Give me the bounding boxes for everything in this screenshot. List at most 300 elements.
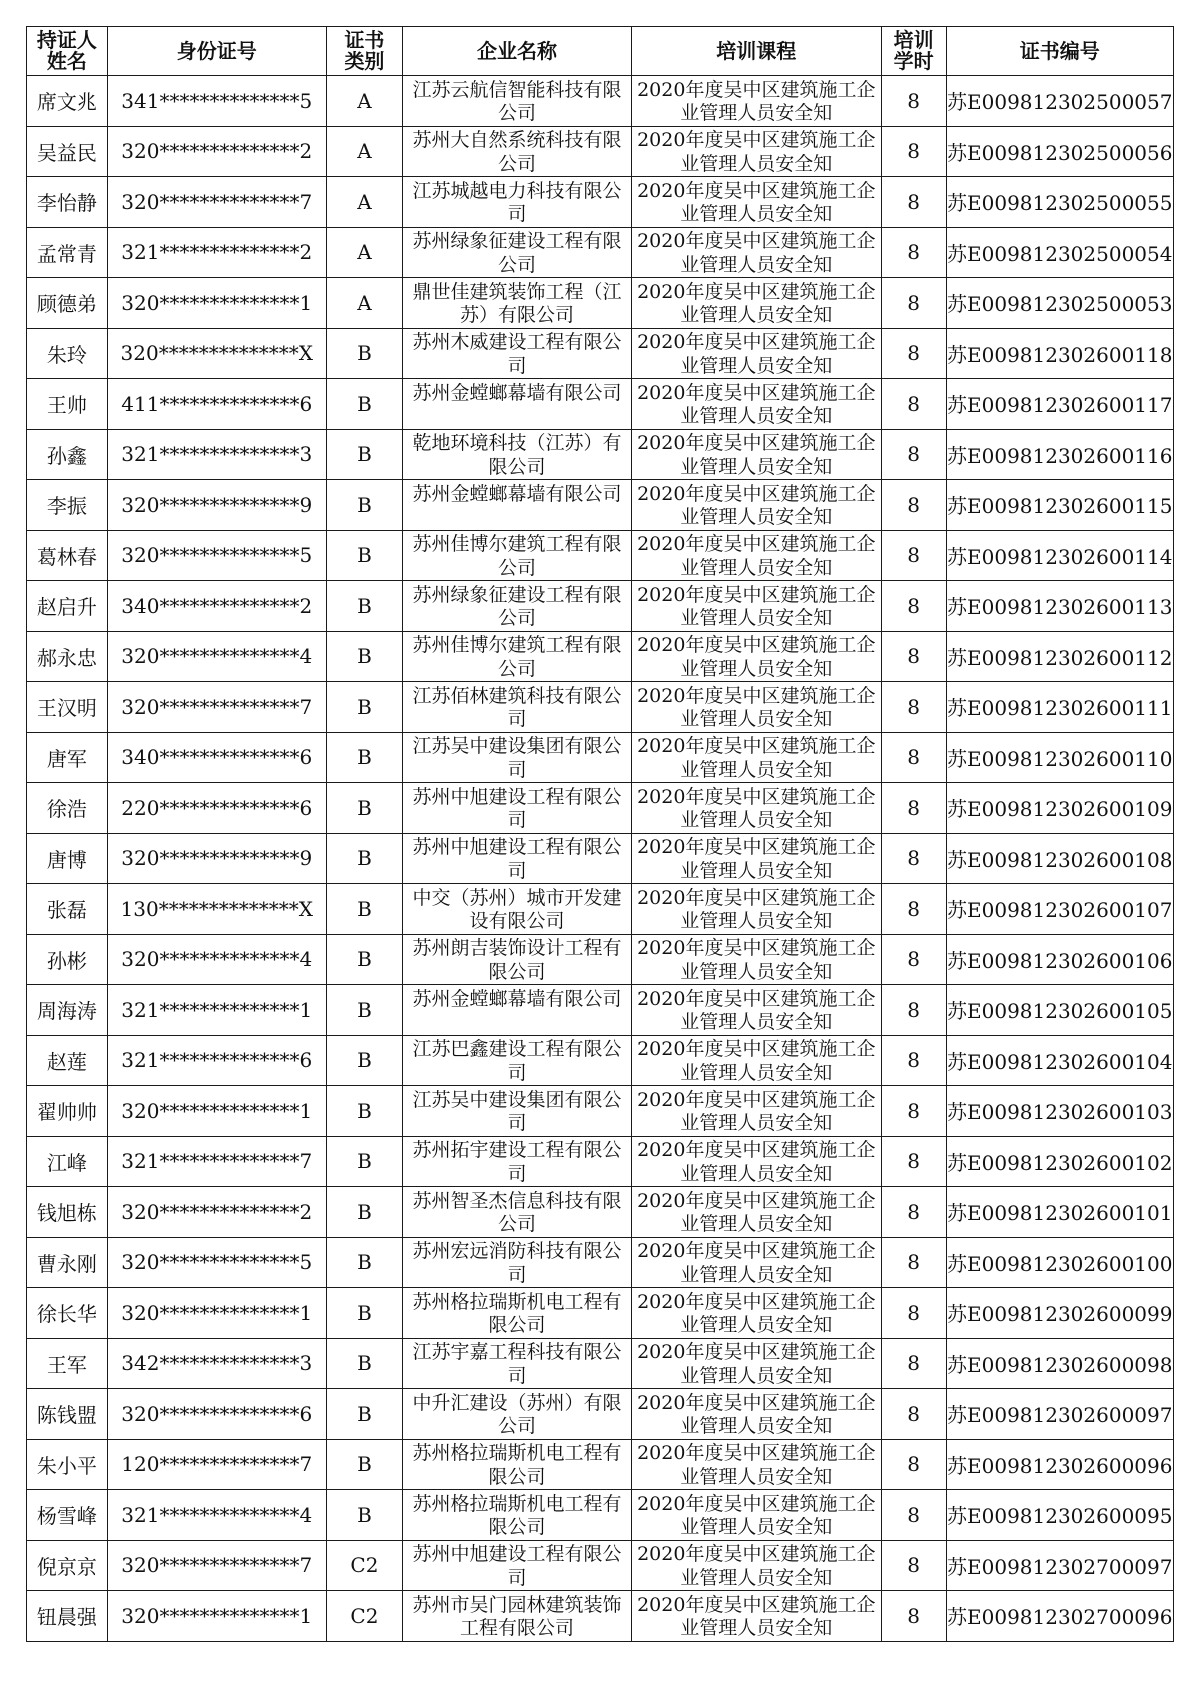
cell-course: [631, 1540, 881, 1591]
cell-company: [403, 1237, 632, 1288]
table-row: [27, 1439, 1174, 1490]
cell-cert-no: 苏E009812302700097: [946, 1540, 1174, 1591]
cell-id: 120**************7: [107, 1439, 326, 1490]
cell-name: 李怡静: [27, 177, 108, 228]
cell-company: [403, 1490, 632, 1541]
cell-category: B: [326, 884, 403, 935]
table-row: [27, 1086, 1174, 1137]
cell-company: [403, 328, 632, 379]
cell-company: [403, 1035, 632, 1086]
cell-company: [403, 985, 632, 1036]
cell-company: [403, 934, 632, 985]
cell-company: [403, 1439, 632, 1490]
cell-cert-no: 苏E009812302700096: [946, 1591, 1174, 1642]
cell-company-text: 苏州中旭建设工程有限公司: [412, 1543, 622, 1589]
cell-company-text: 苏州格拉瑞斯机电工程有限公司: [412, 1290, 622, 1336]
cell-category: B: [326, 985, 403, 1036]
cell-company-text: 苏州市吴门园林建筑装饰工程有限公司: [412, 1593, 622, 1639]
table-body: [27, 76, 1174, 1642]
cell-company: [403, 1389, 632, 1440]
cell-cert-no: 苏E009812302600116: [946, 429, 1174, 480]
cell-cert-no: 苏E009812302600103: [946, 1086, 1174, 1137]
cell-company-text: 中交（苏州）城市开发建设有限公司: [412, 886, 622, 932]
cell-category: B: [326, 1035, 403, 1086]
cell-company: [403, 1288, 632, 1339]
cell-hours: 8: [881, 278, 946, 329]
cell-name: 杨雪峰: [27, 1490, 108, 1541]
cell-company-text: 苏州格拉瑞斯机电工程有限公司: [412, 1442, 622, 1488]
cell-company-text: 江苏吴中建设集团有限公司: [412, 1088, 622, 1134]
cell-company-text: 江苏云航信智能科技有限公司: [412, 78, 622, 124]
cell-category: B: [326, 1490, 403, 1541]
cell-company: [403, 732, 632, 783]
table-row: [27, 631, 1174, 682]
cell-hours: 8: [881, 884, 946, 935]
cell-hours: 8: [881, 328, 946, 379]
table-row: [27, 682, 1174, 733]
cell-course: [631, 1237, 881, 1288]
cell-company: [403, 1540, 632, 1591]
cell-company-text: 苏州大自然系统科技有限公司: [412, 129, 622, 175]
cell-name: 曹永刚: [27, 1237, 108, 1288]
header-company-label: 企业名称: [476, 38, 557, 63]
table-row: [27, 429, 1174, 480]
cell-cert-no: 苏E009812302600118: [946, 328, 1174, 379]
cell-name: 吴益民: [27, 126, 108, 177]
cell-name: 王军: [27, 1338, 108, 1389]
cell-id: 320**************1: [107, 1086, 326, 1137]
cell-category: A: [326, 177, 403, 228]
cell-company: [403, 126, 632, 177]
cell-category: B: [326, 732, 403, 783]
header-hours: [881, 27, 946, 76]
cell-company: [403, 76, 632, 127]
cell-course-text: 2020年度吴中区建筑施工企业管理人员安全知: [637, 331, 876, 377]
cell-category: B: [326, 833, 403, 884]
cell-cert-no: 苏E009812302600101: [946, 1187, 1174, 1238]
header-cert-no-label: 证书编号: [1019, 38, 1100, 63]
cell-category: B: [326, 1389, 403, 1440]
cell-cert-no: 苏E009812302500054: [946, 227, 1174, 278]
cell-cert-no: 苏E009812302600109: [946, 783, 1174, 834]
cell-course: [631, 76, 881, 127]
cell-company: [403, 379, 632, 430]
cell-category: B: [326, 1338, 403, 1389]
cell-cert-no: 苏E009812302600102: [946, 1136, 1174, 1187]
cell-id: 320**************1: [107, 278, 326, 329]
cell-hours: 8: [881, 1540, 946, 1591]
cell-id: 220**************6: [107, 783, 326, 834]
cell-hours: 8: [881, 429, 946, 480]
cell-company-text: 苏州朗吉装饰设计工程有限公司: [412, 937, 622, 983]
cell-course: [631, 833, 881, 884]
cell-category: C2: [326, 1540, 403, 1591]
cell-course: [631, 177, 881, 228]
cell-course-text: 2020年度吴中区建筑施工企业管理人员安全知: [637, 1593, 876, 1639]
table-row: [27, 783, 1174, 834]
cell-category: A: [326, 227, 403, 278]
cell-name: 徐浩: [27, 783, 108, 834]
cell-category: B: [326, 1136, 403, 1187]
table-row: [27, 1035, 1174, 1086]
cell-course: [631, 1439, 881, 1490]
cell-hours: 8: [881, 682, 946, 733]
header-row: [27, 27, 1174, 76]
cell-course-text: 2020年度吴中区建筑施工企业管理人员安全知: [637, 937, 876, 983]
header-category-label: 证书 类别: [344, 28, 385, 73]
cell-name: 朱小平: [27, 1439, 108, 1490]
table-row: [27, 884, 1174, 935]
cell-course-text: 2020年度吴中区建筑施工企业管理人员安全知: [637, 1189, 876, 1235]
cell-course-text: 2020年度吴中区建筑施工企业管理人员安全知: [637, 735, 876, 781]
cell-hours: 8: [881, 1338, 946, 1389]
cell-id: 320**************2: [107, 1187, 326, 1238]
cell-company-text: 苏州金螳螂幕墙有限公司: [412, 987, 622, 1010]
cell-cert-no: 苏E009812302600107: [946, 884, 1174, 935]
cell-course-text: 2020年度吴中区建筑施工企业管理人员安全知: [637, 1391, 876, 1437]
cell-course: [631, 581, 881, 632]
cell-cert-no: 苏E009812302600117: [946, 379, 1174, 430]
cell-id: 321**************2: [107, 227, 326, 278]
cell-company: [403, 631, 632, 682]
cell-cert-no: 苏E009812302600105: [946, 985, 1174, 1036]
table-row: [27, 732, 1174, 783]
cell-course-text: 2020年度吴中区建筑施工企业管理人员安全知: [637, 634, 876, 680]
cell-company: [403, 177, 632, 228]
cell-company: [403, 833, 632, 884]
cell-category: B: [326, 429, 403, 480]
cell-course: [631, 783, 881, 834]
cell-id: 321**************7: [107, 1136, 326, 1187]
cell-id: 340**************2: [107, 581, 326, 632]
cell-cert-no: 苏E009812302500053: [946, 278, 1174, 329]
cell-name: 江峰: [27, 1136, 108, 1187]
cell-course-text: 2020年度吴中区建筑施工企业管理人员安全知: [637, 836, 876, 882]
cell-id: 321**************4: [107, 1490, 326, 1541]
cell-course: [631, 1389, 881, 1440]
cell-course: [631, 1035, 881, 1086]
cell-company-text: 苏州中旭建设工程有限公司: [412, 836, 622, 882]
cell-cert-no: 苏E009812302600112: [946, 631, 1174, 682]
cell-name: 孟常青: [27, 227, 108, 278]
header-name-label: 持证人 姓名: [36, 28, 97, 73]
cell-id: 320**************1: [107, 1591, 326, 1642]
header-id: [107, 27, 326, 76]
table-row: [27, 1288, 1174, 1339]
cell-course: [631, 1490, 881, 1541]
table-row: [27, 126, 1174, 177]
cell-cert-no: 苏E009812302600099: [946, 1288, 1174, 1339]
table-row: [27, 1136, 1174, 1187]
cell-cert-no: 苏E009812302600115: [946, 480, 1174, 531]
header-hours-label: 培训 学时: [893, 28, 934, 73]
cell-company: [403, 1136, 632, 1187]
table-row: [27, 480, 1174, 531]
cell-course: [631, 328, 881, 379]
cell-id: 320**************7: [107, 1540, 326, 1591]
cell-category: B: [326, 530, 403, 581]
cell-name: 张磊: [27, 884, 108, 935]
cell-hours: 8: [881, 480, 946, 531]
cell-id: 320**************4: [107, 934, 326, 985]
cell-category: B: [326, 581, 403, 632]
cell-hours: 8: [881, 227, 946, 278]
cell-course: [631, 278, 881, 329]
cell-id: 320**************4: [107, 631, 326, 682]
cell-category: B: [326, 480, 403, 531]
cell-category: B: [326, 631, 403, 682]
cell-course: [631, 1136, 881, 1187]
table-row: [27, 76, 1174, 127]
cell-course-text: 2020年度吴中区建筑施工企业管理人员安全知: [637, 482, 876, 528]
cell-category: B: [326, 1237, 403, 1288]
cell-hours: 8: [881, 631, 946, 682]
table-row: [27, 1490, 1174, 1541]
cell-cert-no: 苏E009812302600096: [946, 1439, 1174, 1490]
cell-name: 倪京京: [27, 1540, 108, 1591]
cell-category: B: [326, 379, 403, 430]
cell-course-text: 2020年度吴中区建筑施工企业管理人员安全知: [637, 129, 876, 175]
cell-cert-no: 苏E009812302500056: [946, 126, 1174, 177]
cell-course: [631, 1086, 881, 1137]
cell-company-text: 中升汇建设（苏州）有限公司: [412, 1391, 622, 1437]
table-row: [27, 1187, 1174, 1238]
cell-hours: 8: [881, 1035, 946, 1086]
cell-category: B: [326, 1086, 403, 1137]
cell-cert-no: 苏E009812302500057: [946, 76, 1174, 127]
cell-hours: 8: [881, 1187, 946, 1238]
cell-name: 郝永忠: [27, 631, 108, 682]
cell-name: 席文兆: [27, 76, 108, 127]
cell-id: 411**************6: [107, 379, 326, 430]
cell-hours: 8: [881, 177, 946, 228]
cell-name: 朱玲: [27, 328, 108, 379]
table-row: [27, 379, 1174, 430]
cell-hours: 8: [881, 581, 946, 632]
cell-company: [403, 783, 632, 834]
cell-hours: 8: [881, 530, 946, 581]
cell-course-text: 2020年度吴中区建筑施工企业管理人员安全知: [637, 230, 876, 276]
header-course: [631, 27, 881, 76]
cell-name: 顾德弟: [27, 278, 108, 329]
table-row: [27, 278, 1174, 329]
cell-name: 李振: [27, 480, 108, 531]
table-row: [27, 328, 1174, 379]
cell-course: [631, 732, 881, 783]
cell-company-text: 苏州格拉瑞斯机电工程有限公司: [412, 1492, 622, 1538]
cell-company-text: 苏州金螳螂幕墙有限公司: [412, 381, 622, 404]
cell-id: 320**************9: [107, 480, 326, 531]
cell-id: 341**************5: [107, 76, 326, 127]
cell-id: 321**************1: [107, 985, 326, 1036]
cell-course: [631, 884, 881, 935]
table-row: [27, 934, 1174, 985]
cell-company: [403, 227, 632, 278]
cell-hours: 8: [881, 934, 946, 985]
cell-hours: 8: [881, 1439, 946, 1490]
cell-category: B: [326, 682, 403, 733]
cell-course-text: 2020年度吴中区建筑施工企业管理人员安全知: [637, 1341, 876, 1387]
cell-course-text: 2020年度吴中区建筑施工企业管理人员安全知: [637, 1290, 876, 1336]
cell-hours: 8: [881, 1389, 946, 1440]
header-id-label: 身份证号: [176, 38, 257, 63]
cell-company: [403, 480, 632, 531]
cell-hours: 8: [881, 833, 946, 884]
cell-id: 321**************6: [107, 1035, 326, 1086]
cell-company-text: 苏州绿象征建设工程有限公司: [412, 583, 622, 629]
cell-course-text: 2020年度吴中区建筑施工企业管理人员安全知: [637, 886, 876, 932]
cell-course: [631, 126, 881, 177]
cell-course-text: 2020年度吴中区建筑施工企业管理人员安全知: [637, 785, 876, 831]
cell-course-text: 2020年度吴中区建筑施工企业管理人员安全知: [637, 1492, 876, 1538]
cell-company-text: 苏州佳博尔建筑工程有限公司: [412, 634, 622, 680]
cell-id: 340**************6: [107, 732, 326, 783]
cell-company: [403, 1086, 632, 1137]
cell-id: 320**************2: [107, 126, 326, 177]
cell-category: A: [326, 76, 403, 127]
cell-category: B: [326, 1439, 403, 1490]
cell-hours: 8: [881, 985, 946, 1036]
cell-course: [631, 1187, 881, 1238]
cell-company-text: 江苏城越电力科技有限公司: [412, 179, 622, 225]
cell-company-text: 苏州佳博尔建筑工程有限公司: [412, 533, 622, 579]
cell-name: 孙彬: [27, 934, 108, 985]
cell-category: C2: [326, 1591, 403, 1642]
cell-company: [403, 429, 632, 480]
cell-name: 徐长华: [27, 1288, 108, 1339]
cell-name: 赵启升: [27, 581, 108, 632]
cell-hours: 8: [881, 1288, 946, 1339]
cell-name: 唐军: [27, 732, 108, 783]
cell-company-text: 苏州智圣杰信息科技有限公司: [412, 1189, 622, 1235]
table-row: [27, 530, 1174, 581]
cell-company: [403, 682, 632, 733]
cell-name: 钱旭栋: [27, 1187, 108, 1238]
cell-course-text: 2020年度吴中区建筑施工企业管理人员安全知: [637, 1240, 876, 1286]
cell-course-text: 2020年度吴中区建筑施工企业管理人员安全知: [637, 1038, 876, 1084]
cell-course: [631, 985, 881, 1036]
cell-id: 342**************3: [107, 1338, 326, 1389]
cell-company-text: 江苏巴鑫建设工程有限公司: [412, 1038, 622, 1084]
header-cert-no: [946, 27, 1174, 76]
cell-company-text: 苏州金螳螂幕墙有限公司: [412, 482, 622, 505]
table-row: [27, 1237, 1174, 1288]
cell-cert-no: 苏E009812302600097: [946, 1389, 1174, 1440]
table-row: [27, 985, 1174, 1036]
cell-course: [631, 429, 881, 480]
certificate-table: [26, 26, 1174, 1642]
table-row: [27, 1338, 1174, 1389]
cell-course-text: 2020年度吴中区建筑施工企业管理人员安全知: [637, 583, 876, 629]
header-category: [326, 27, 403, 76]
cell-name: 王帅: [27, 379, 108, 430]
cell-course: [631, 682, 881, 733]
cell-cert-no: 苏E009812302600114: [946, 530, 1174, 581]
cell-hours: 8: [881, 1086, 946, 1137]
cell-category: B: [326, 328, 403, 379]
cell-company-text: 苏州拓宇建设工程有限公司: [412, 1139, 622, 1185]
cell-company-text: 江苏吴中建设集团有限公司: [412, 735, 622, 781]
table-row: [27, 227, 1174, 278]
cell-course: [631, 1288, 881, 1339]
cell-company-text: 江苏佰林建筑科技有限公司: [412, 684, 622, 730]
cell-company: [403, 884, 632, 935]
cell-cert-no: 苏E009812302600108: [946, 833, 1174, 884]
cell-name: 唐博: [27, 833, 108, 884]
header-name: [27, 27, 108, 76]
cell-company: [403, 1187, 632, 1238]
cell-id: 320**************X: [107, 328, 326, 379]
cell-category: B: [326, 1288, 403, 1339]
cell-course-text: 2020年度吴中区建筑施工企业管理人员安全知: [637, 684, 876, 730]
header-company: [403, 27, 632, 76]
cell-course-text: 2020年度吴中区建筑施工企业管理人员安全知: [637, 381, 876, 427]
table-row: [27, 581, 1174, 632]
cell-company-text: 苏州绿象征建设工程有限公司: [412, 230, 622, 276]
cell-id: 320**************1: [107, 1288, 326, 1339]
cell-course-text: 2020年度吴中区建筑施工企业管理人员安全知: [637, 987, 876, 1033]
cell-hours: 8: [881, 783, 946, 834]
cell-company: [403, 530, 632, 581]
cell-hours: 8: [881, 1490, 946, 1541]
cell-hours: 8: [881, 1237, 946, 1288]
cell-company: [403, 1591, 632, 1642]
cell-course-text: 2020年度吴中区建筑施工企业管理人员安全知: [637, 1139, 876, 1185]
cell-hours: 8: [881, 1136, 946, 1187]
cell-course: [631, 379, 881, 430]
cell-company-text: 苏州中旭建设工程有限公司: [412, 785, 622, 831]
cell-cert-no: 苏E009812302600113: [946, 581, 1174, 632]
cell-name: 周海涛: [27, 985, 108, 1036]
cell-course: [631, 1338, 881, 1389]
cell-course-text: 2020年度吴中区建筑施工企业管理人员安全知: [637, 1543, 876, 1589]
cell-name: 翟帅帅: [27, 1086, 108, 1137]
cell-company-text: 乾地环境科技（江苏）有限公司: [412, 432, 622, 478]
cell-hours: 8: [881, 1591, 946, 1642]
cell-cert-no: 苏E009812302500055: [946, 177, 1174, 228]
cell-name: 赵莲: [27, 1035, 108, 1086]
cell-course-text: 2020年度吴中区建筑施工企业管理人员安全知: [637, 78, 876, 124]
table-row: [27, 1591, 1174, 1642]
cell-category: B: [326, 934, 403, 985]
cell-company: [403, 581, 632, 632]
cell-course: [631, 530, 881, 581]
cell-name: 葛林春: [27, 530, 108, 581]
cell-id: 321**************3: [107, 429, 326, 480]
cell-category: A: [326, 278, 403, 329]
cell-id: 320**************6: [107, 1389, 326, 1440]
cell-course: [631, 631, 881, 682]
cell-company-text: 苏州木威建设工程有限公司: [412, 331, 622, 377]
cell-cert-no: 苏E009812302600095: [946, 1490, 1174, 1541]
table-row: [27, 177, 1174, 228]
cell-id: 320**************7: [107, 177, 326, 228]
cell-id: 320**************7: [107, 682, 326, 733]
cell-cert-no: 苏E009812302600110: [946, 732, 1174, 783]
cell-cert-no: 苏E009812302600100: [946, 1237, 1174, 1288]
cell-course: [631, 480, 881, 531]
cell-company-text: 鼎世佳建筑装饰工程（江苏）有限公司: [412, 280, 622, 326]
cell-course-text: 2020年度吴中区建筑施工企业管理人员安全知: [637, 533, 876, 579]
cell-company-text: 苏州宏远消防科技有限公司: [412, 1240, 622, 1286]
cell-name: 王汉明: [27, 682, 108, 733]
cell-hours: 8: [881, 126, 946, 177]
cell-hours: 8: [881, 76, 946, 127]
cell-course: [631, 1591, 881, 1642]
cell-id: 130**************X: [107, 884, 326, 935]
cell-category: A: [326, 126, 403, 177]
cell-id: 320**************5: [107, 1237, 326, 1288]
